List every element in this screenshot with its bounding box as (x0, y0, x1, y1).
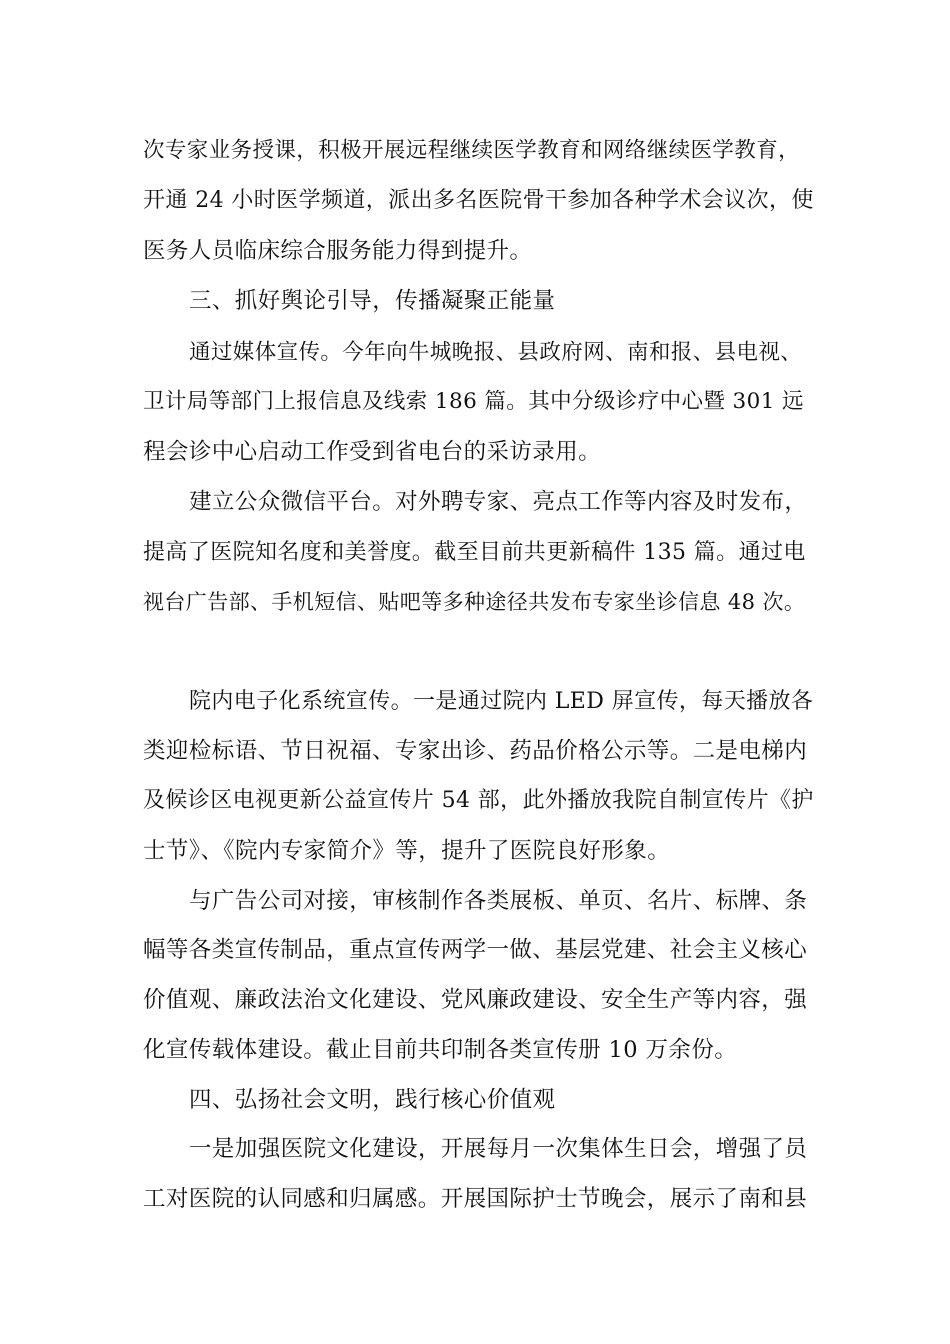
paragraph-line: 视台广告部、手机短信、贴吧等多种途径共发布专家坐诊信息 48 次。 (143, 590, 806, 614)
paragraph-line: 与广告公司对接，审核制作各类展板、单页、名片、标牌、条 (189, 888, 808, 914)
paragraph-line: 卫计局等部门上报信息及线索 186 篇。其中分级诊疗中心暨 301 远 (143, 389, 804, 414)
paragraph-line: 一是加强医院文化建设，开展每月一次集体生日会，增强了员 (189, 1136, 808, 1162)
paragraph-line: 工对医院的认同感和归属感。开展国际护士节晚会，展示了南和县 (143, 1186, 808, 1212)
paragraph-line: 程会诊中心启动工作受到省电台的采访录用。 (143, 439, 602, 465)
paragraph-line: 次专家业务授课，积极开展远程继续医学教育和网络继续医学教育， (143, 138, 801, 163)
section-heading: 三、抓好舆论引导，传播凝聚正能量 (189, 288, 556, 314)
paragraph-line: 开通 24 小时医学频道，派出多名医院骨干参加各种学术会议次，使 (143, 188, 814, 213)
paragraph-line: 提高了医院知名度和美誉度。截至目前共更新稿件 135 篇。通过电 (143, 540, 806, 565)
paragraph-line: 及候诊区电视更新公益宣传片 54 部，此外播放我院自制宣传片《护 (143, 788, 814, 813)
paragraph-line: 价值观、廉政法治文化建设、党风廉政建设、安全生产等内容，强 (143, 987, 808, 1013)
paragraph-line: 医务人员临床综合服务能力得到提升。 (143, 238, 533, 264)
paragraph-line: 院内电子化系统宣传。一是通过院内 LED 屏宣传，每天播放各 (189, 689, 814, 714)
paragraph-line: 建立公众微信平台。对外聘专家、亮点工作等内容及时发布， (189, 489, 808, 515)
paragraph-line: 士节》、《院内专家简介》等，提升了医院良好形象。 (143, 838, 671, 864)
section-heading: 四、弘扬社会文明，践行核心价值观 (189, 1087, 556, 1113)
paragraph-line: 类迎检标语、节日祝福、专家出诊、药品价格公示等。二是电梯内 (143, 738, 808, 764)
paragraph-line: 通过媒体宣传。今年向牛城晚报、县政府网、南和报、县电视、 (189, 340, 803, 365)
paragraph-line: 幅等各类宣传制品，重点宣传两学一做、基层党建、社会主义核心 (143, 937, 808, 963)
paragraph-line: 化宣传载体建设。截止目前共印制各类宣传册 10 万余份。 (143, 1037, 738, 1063)
